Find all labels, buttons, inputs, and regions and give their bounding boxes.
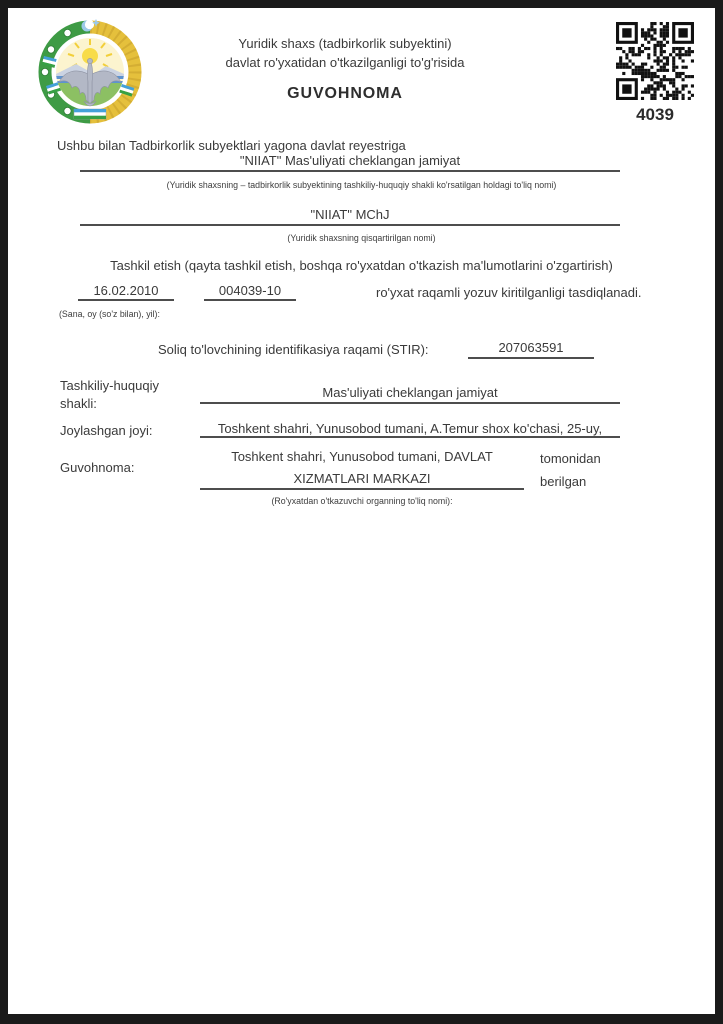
short-name-caption: (Yuridik shaxsning qisqartirilgan nomi) [287, 233, 436, 243]
document-type-title: GUVOHNOMA [287, 85, 403, 102]
title-line-1: Yuridik shaxs (tadbirkorlik subyektini) [238, 36, 452, 51]
certificate-label: Guvohnoma: [60, 460, 135, 475]
legal-form-label-line1: Tashkiliy-huquqiy [60, 378, 159, 393]
stir-label: Soliq to'lovchining identifikasiya raqami (STIR): [158, 342, 429, 357]
short-name-field: "NIIAT" MChJ [80, 203, 620, 226]
legal-form-label-line2: shakli: [60, 396, 97, 411]
registration-action-line: Tashkil etish (qayta tashkil etish, boshqa ro'yxatdan o'tkazish ma'lumotlarini o'zgartirish) [110, 258, 613, 273]
issued-by-line1: tomonidan [540, 451, 601, 466]
registration-date-field: 16.02.2010 [78, 280, 174, 301]
issuer-line1: Toshkent shahri, Yunusobod tumani, DAVLAT [231, 449, 493, 464]
issued-by-line2: berilgan [540, 474, 587, 489]
certificate-page [8, 8, 715, 1014]
registration-number-field: 004039-10 [204, 280, 296, 301]
issuer-caption: (Ro'yxatdan o'tkazuvchi organning to'liq nomi): [271, 496, 453, 506]
address-label: Joylashgan joyi: [60, 423, 153, 438]
full-name-caption: (Yuridik shaxsning – tadbirkorlik subyektining tashkiliy-huquqiy shakli ko'rsatilgan holdagi to'liq nomi) [166, 180, 557, 190]
intro-text: Ushbu bilan Tadbirkorlik subyektlari yagona davlat reyestriga [57, 138, 406, 153]
title-line-2: davlat ro'yxatidan o'tkazilganligi to'g'risida [225, 55, 465, 70]
registration-confirm-text: ro'yxat raqamli yozuv kiritilganligi tasdiqlanadi. [376, 285, 642, 300]
stir-value-field: 207063591 [468, 337, 594, 359]
document-header [170, 34, 520, 103]
uzbekistan-coat-of-arms-icon [36, 16, 144, 124]
address-value-field: Toshkent shahri, Yunusobod tumani, A.Temur shox ko'chasi, 25-uy, [200, 419, 620, 438]
full-name-field: "NIIAT" Mas'uliyati cheklangan jamiyat [80, 149, 620, 172]
legal-form-value-field: Mas'uliyati cheklangan jamiyat [200, 382, 620, 404]
issuer-line2: XIZMATLARI MARKAZI [293, 471, 431, 486]
issuer-field [200, 446, 524, 490]
date-caption: (Sana, oy (so'z bilan), yil): [59, 309, 160, 319]
qr-code [616, 22, 694, 100]
qr-number: 4039 [636, 105, 674, 124]
